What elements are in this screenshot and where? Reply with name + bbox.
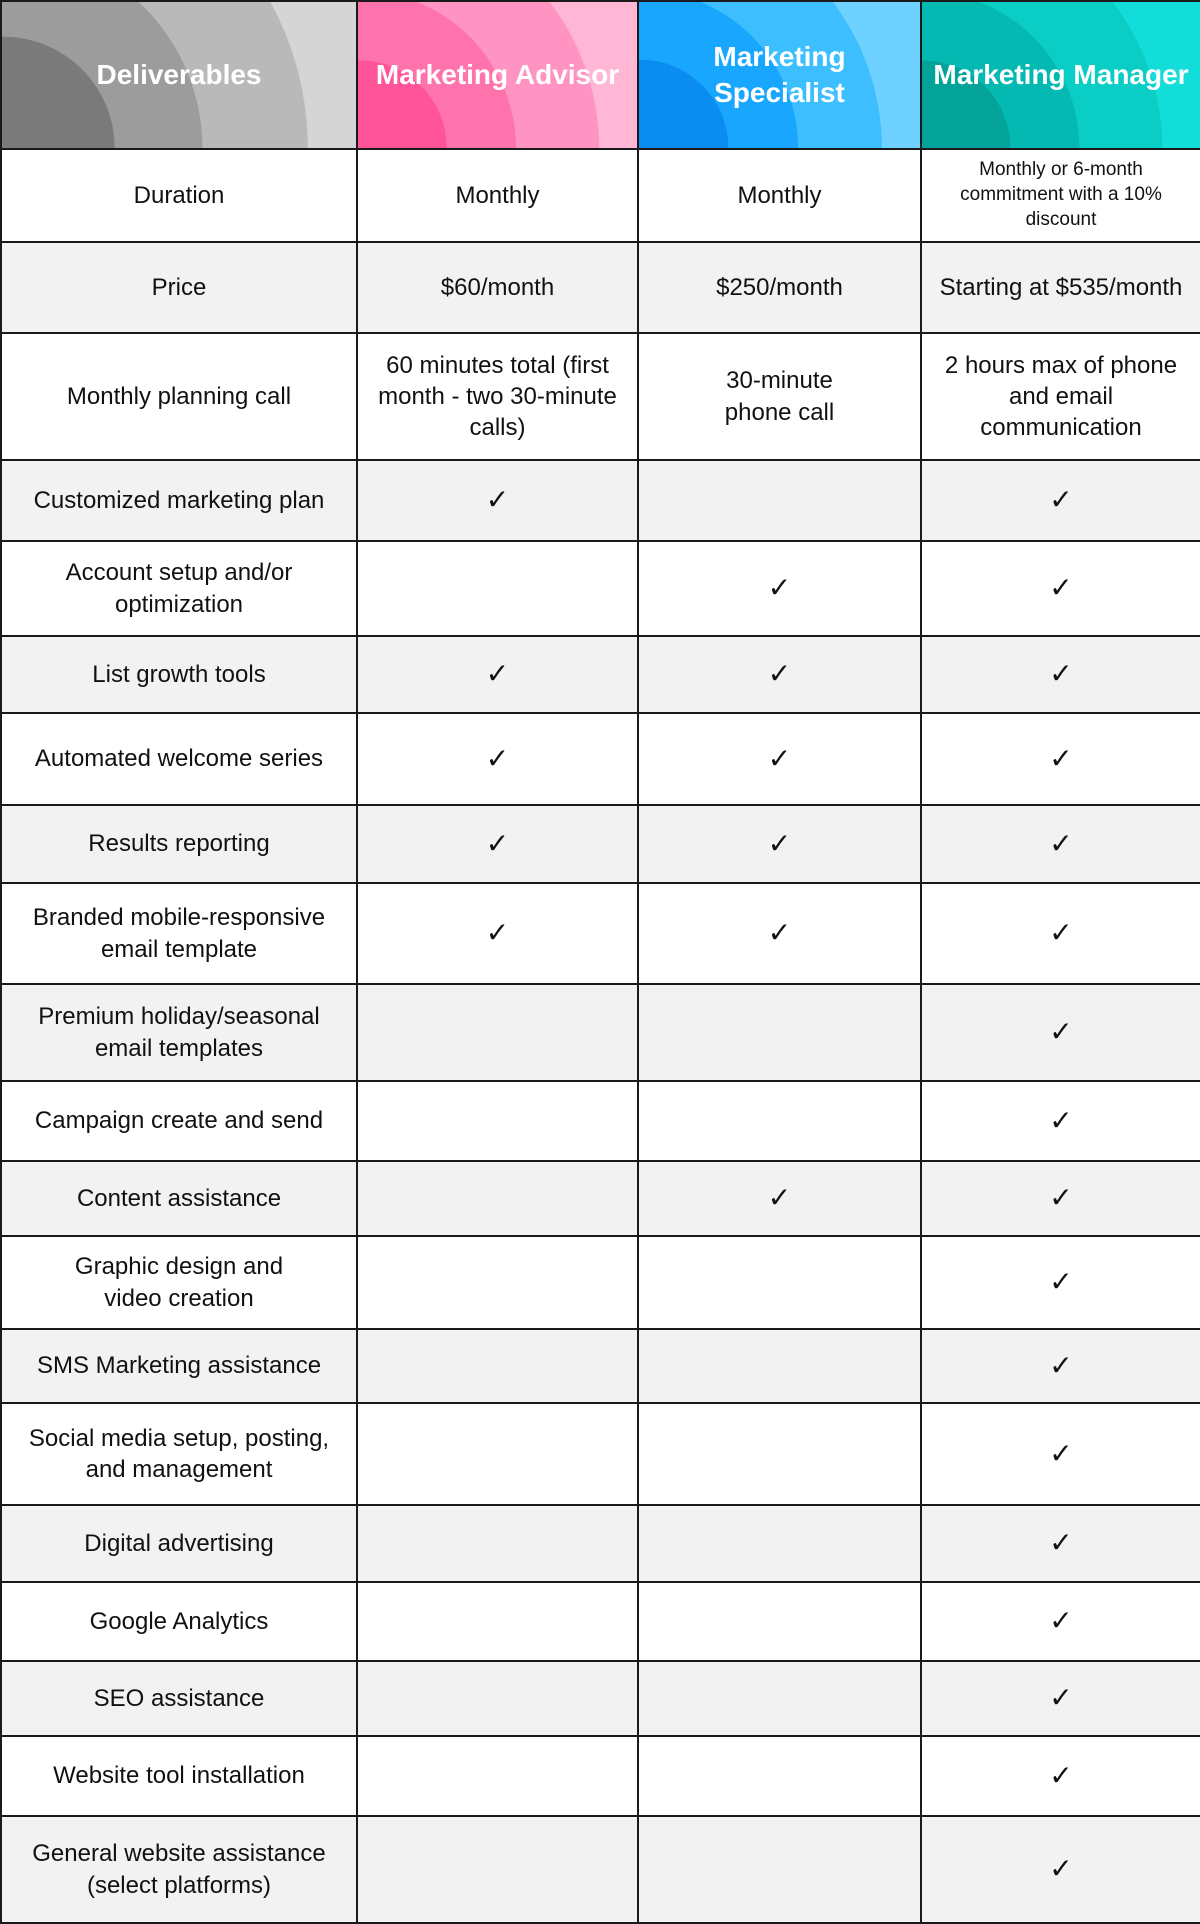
row-social-media — [1, 1403, 1200, 1505]
specialist-value: Monthly — [638, 149, 921, 242]
checkmark-icon: ✓ — [485, 741, 510, 775]
deliverable-label: Results reporting — [1, 805, 357, 883]
row-seo-assistance — [1, 1661, 1200, 1736]
advisor-value: $60/month — [357, 242, 638, 333]
checkmark-icon: ✓ — [485, 483, 510, 517]
deliverable-label: SMS Marketing assistance — [1, 1329, 357, 1403]
manager-check — [921, 1816, 1200, 1923]
checkmark-icon: ✓ — [767, 741, 792, 775]
specialist-check — [638, 1661, 921, 1736]
advisor-check — [357, 1403, 638, 1505]
checkmark-icon: ✓ — [485, 657, 510, 691]
deliverable-label: Monthly planning call — [1, 333, 357, 460]
row-branded-template — [1, 883, 1200, 984]
checkmark-icon: ✓ — [767, 1181, 792, 1215]
checkmark-icon: ✓ — [1049, 1604, 1073, 1638]
checkmark-icon: ✓ — [1049, 916, 1073, 950]
checkmark-icon: ✓ — [1049, 1181, 1073, 1215]
manager-check — [921, 541, 1200, 636]
header-marketing-advisor-label: Marketing Advisor — [375, 58, 620, 90]
row-results-reporting — [1, 805, 1200, 883]
manager-check — [921, 460, 1200, 541]
deliverable-label: Price — [1, 242, 357, 333]
header-marketing-specialist — [638, 1, 921, 149]
advisor-check — [357, 1236, 638, 1329]
specialist-check — [638, 984, 921, 1081]
advisor-check — [357, 1661, 638, 1736]
deliverable-label: Customized marketing plan — [1, 460, 357, 541]
advisor-check — [357, 805, 638, 883]
advisor-value: 60 minutes total (first month - two 30-minute calls) — [357, 333, 638, 460]
row-planning-call — [1, 333, 1200, 460]
header-marketing-advisor — [357, 1, 638, 149]
header-deliverables-label: Deliverables — [96, 58, 262, 90]
manager-check — [921, 883, 1200, 984]
manager-check — [921, 713, 1200, 805]
checkmark-icon: ✓ — [767, 916, 792, 950]
header-marketing-manager — [921, 1, 1200, 149]
manager-check — [921, 1505, 1200, 1582]
row-sms-marketing — [1, 1329, 1200, 1403]
checkmark-icon: ✓ — [1049, 1348, 1073, 1382]
manager-check — [921, 636, 1200, 713]
advisor-check — [357, 636, 638, 713]
row-marketing-plan — [1, 460, 1200, 541]
deliverable-label: Account setup and/or optimization — [1, 541, 357, 636]
advisor-check — [357, 713, 638, 805]
checkmark-icon: ✓ — [1049, 741, 1073, 775]
header-marketing-specialist-label: Marketing Specialist — [713, 40, 846, 108]
deliverable-label: Digital advertising — [1, 1505, 357, 1582]
specialist-check — [638, 1161, 921, 1236]
manager-check — [921, 1661, 1200, 1736]
deliverable-label: Automated welcome series — [1, 713, 357, 805]
row-list-growth — [1, 636, 1200, 713]
manager-check — [921, 1161, 1200, 1236]
specialist-check — [638, 1736, 921, 1816]
deliverable-label: Campaign create and send — [1, 1081, 357, 1161]
advisor-check — [357, 1081, 638, 1161]
checkmark-icon: ✓ — [485, 916, 510, 950]
advisor-check — [357, 1736, 638, 1816]
advisor-check — [357, 541, 638, 636]
advisor-check — [357, 1505, 638, 1582]
advisor-check — [357, 883, 638, 984]
checkmark-icon: ✓ — [1049, 1436, 1073, 1470]
specialist-check — [638, 1582, 921, 1661]
deliverable-label: List growth tools — [1, 636, 357, 713]
row-welcome-series — [1, 713, 1200, 805]
manager-value: 2 hours max of phone and email communication — [921, 333, 1200, 460]
specialist-check — [638, 460, 921, 541]
checkmark-icon: ✓ — [1049, 1758, 1073, 1792]
specialist-check — [638, 1236, 921, 1329]
header-deliverables — [1, 1, 357, 149]
manager-value: Starting at $535/month — [921, 242, 1200, 333]
advisor-check — [357, 984, 638, 1081]
specialist-check — [638, 636, 921, 713]
manager-check — [921, 1403, 1200, 1505]
advisor-check — [357, 1329, 638, 1403]
row-graphic-design — [1, 1236, 1200, 1329]
specialist-check — [638, 541, 921, 636]
deliverable-label: Duration — [1, 149, 357, 242]
row-website-tool — [1, 1736, 1200, 1816]
specialist-value: $250/month — [638, 242, 921, 333]
deliverable-label: Social media setup, posting, and management — [1, 1403, 357, 1505]
manager-check — [921, 1081, 1200, 1161]
specialist-value: 30-minute phone call — [638, 333, 921, 460]
deliverable-label: Graphic design and video creation — [1, 1236, 357, 1329]
specialist-check — [638, 1816, 921, 1923]
header-row — [1, 1, 1200, 149]
checkmark-icon: ✓ — [1049, 657, 1073, 691]
checkmark-icon: ✓ — [767, 826, 792, 860]
advisor-value: Monthly — [357, 149, 638, 242]
deliverable-label: Content assistance — [1, 1161, 357, 1236]
manager-check — [921, 1329, 1200, 1403]
checkmark-icon: ✓ — [485, 826, 510, 860]
deliverable-label: General website assistance (select platforms) — [1, 1816, 357, 1923]
specialist-check — [638, 1403, 921, 1505]
advisor-check — [357, 1816, 638, 1923]
specialist-check — [638, 1329, 921, 1403]
row-website-assistance — [1, 1816, 1200, 1923]
deliverable-label: Branded mobile-responsive email template — [1, 883, 357, 984]
deliverable-label: Premium holiday/seasonal email templates — [1, 984, 357, 1081]
advisor-check — [357, 1582, 638, 1661]
checkmark-icon: ✓ — [1049, 826, 1073, 860]
checkmark-icon: ✓ — [767, 657, 792, 691]
checkmark-icon: ✓ — [767, 571, 792, 605]
deliverable-label: SEO assistance — [1, 1661, 357, 1736]
checkmark-icon: ✓ — [1049, 571, 1073, 605]
row-campaign-create — [1, 1081, 1200, 1161]
checkmark-icon: ✓ — [1049, 1526, 1073, 1560]
advisor-check — [357, 460, 638, 541]
manager-check — [921, 1236, 1200, 1329]
row-price — [1, 242, 1200, 333]
checkmark-icon: ✓ — [1049, 483, 1073, 517]
manager-check — [921, 805, 1200, 883]
specialist-check — [638, 1505, 921, 1582]
checkmark-icon: ✓ — [1049, 1852, 1073, 1886]
manager-check — [921, 1736, 1200, 1816]
checkmark-icon: ✓ — [1049, 1681, 1073, 1715]
row-account-setup — [1, 541, 1200, 636]
row-digital-advertising — [1, 1505, 1200, 1582]
row-content-assistance — [1, 1161, 1200, 1236]
specialist-check — [638, 1081, 921, 1161]
advisor-check — [357, 1161, 638, 1236]
row-google-analytics — [1, 1582, 1200, 1661]
specialist-check — [638, 713, 921, 805]
manager-value: Monthly or 6-month commitment with a 10% discount — [921, 149, 1200, 242]
checkmark-icon: ✓ — [1049, 1103, 1073, 1137]
checkmark-icon: ✓ — [1049, 1015, 1073, 1049]
manager-check — [921, 984, 1200, 1081]
manager-check — [921, 1582, 1200, 1661]
header-marketing-manager-label: Marketing Manager — [933, 58, 1189, 90]
specialist-check — [638, 883, 921, 984]
specialist-check — [638, 805, 921, 883]
deliverable-label: Website tool installation — [1, 1736, 357, 1816]
row-duration — [1, 149, 1200, 242]
checkmark-icon: ✓ — [1049, 1265, 1073, 1299]
deliverable-label: Google Analytics — [1, 1582, 357, 1661]
row-premium-templates — [1, 984, 1200, 1081]
